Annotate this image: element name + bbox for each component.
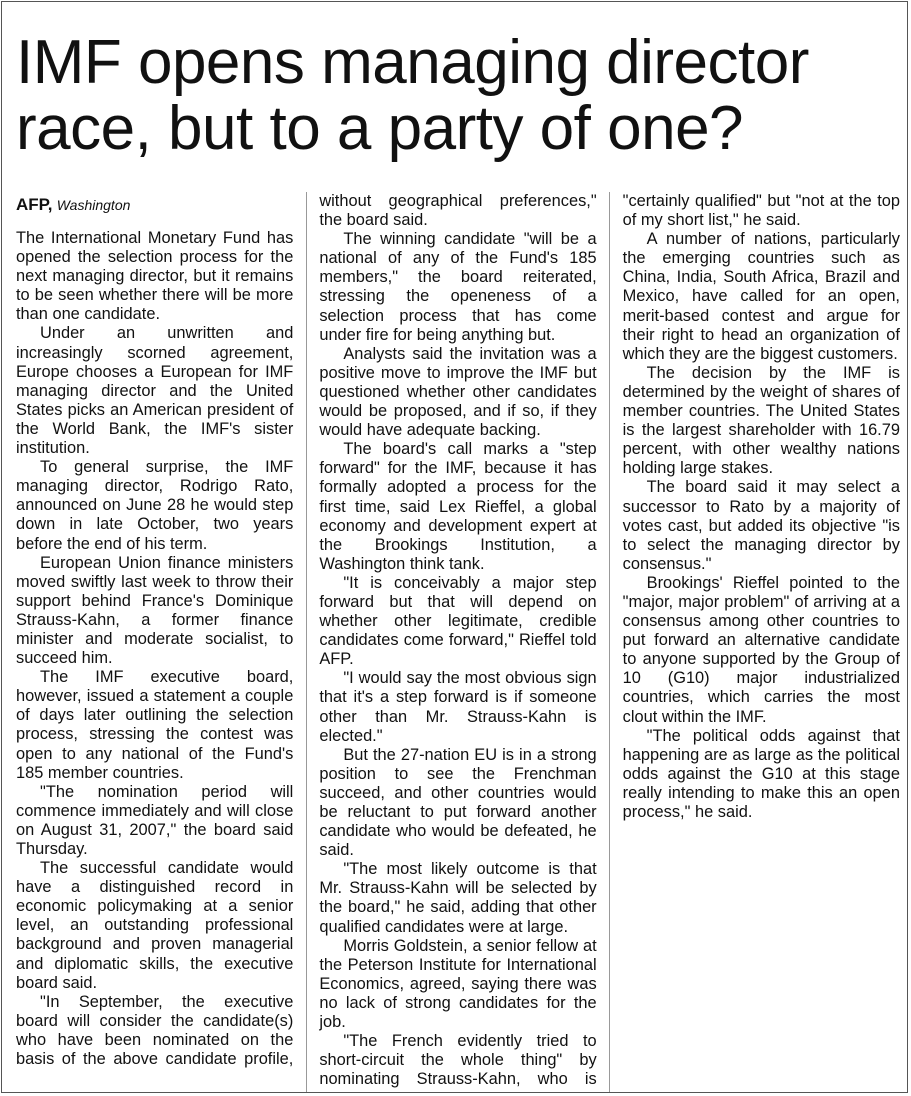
paragraph: Analysts said the invitation was a positive move to improve the IMF but questioned whether other candidates would be proposed, and if so, if they would have adequate backing. (319, 344, 597, 440)
paragraph: A number of nations, particularly the emerging countries such as China, India, South Africa, Brazil and Mexico, have called for an open, merit-based contest and argue for their right to head an organization of which they are the biggest customers. (622, 230, 900, 363)
paragraph: "The French evidently tried to short-circuit the whole thing" by nominating Strauss-Kahn, who is "certainly qualified" but "not at the top of my short list," he said. (319, 192, 900, 1089)
paragraph: "It is conceivably a major step forward but that will depend on whether other legitimate, credible candidates come forward," Rieffel told AFP. (319, 573, 597, 669)
paragraph: The IMF executive board, however, issued a statement a couple of days later outlining the selection process, stressing the contest was open to any national of the Fund's 185 member countries. (16, 668, 294, 782)
byline-agency: AFP, (16, 195, 53, 214)
headline: IMF opens managing director race, but to a party of one? (16, 28, 809, 163)
paragraph: "The most likely outcome is that Mr. Strauss-Kahn will be selected by the board," he said, adding that other qualified candidates were at large. (319, 860, 597, 936)
paragraph: The decision by the IMF is determined by the weight of shares of member countries. The United States is the largest shareholder with 16.79 percent, with other wealthy nations holding large stakes. (622, 363, 900, 478)
paragraph: Brookings' Rieffel pointed to the "major, major problem" of arriving at a consensus among other countries to put forward an alternative candidate to anyone supported by the Group of 10 (G10) major industrialized countries, which carries the most clout within the IMF. (622, 573, 900, 726)
byline-dateline: Washington (56, 197, 131, 213)
paragraph: The winning candidate "will be a national of any of the Fund's 185 members," the board reiterated, stressing the openeness of a selection process that has come under fire for being anything but. (319, 230, 597, 344)
paragraph: Under an unwritten and increasingly scorned agreement, Europe chooses a European for IMF managing director and the United States picks an American president of the World Bank, the IMF's sister institution. (16, 324, 294, 458)
paragraph: To general surprise, the IMF managing director, Rodrigo Rato, announced on June 28 he would step down in late October, two years before the end of his term. (16, 458, 294, 553)
paragraph: "I would say the most obvious sign that it's a step forward is if someone other than Mr. Strauss-Kahn is elected." (319, 669, 597, 745)
paragraph: European Union finance ministers moved swiftly last week to throw their support behind France's Dominique Strauss-Kahn, a former finance minister and moderate socialist, to succeed him. (16, 553, 294, 668)
paragraph: The board said it may select a successor to Rato by a majority of votes cast, but added its objective "is to select the managing director by consensus." (622, 478, 900, 573)
paragraph: "In September, the executive board will consider the candidate(s) who have been nominated on the basis of the above candidate profile, without geographical preferences," the board said. (16, 192, 597, 1069)
paragraph: The International Monetary Fund has opened the selection process for the next managing director, but it remains to be seen whether there will be more than one candidate. (16, 229, 294, 324)
byline (16, 196, 293, 215)
article-body (16, 192, 900, 1092)
paragraph: "The nomination period will commence immediately and will close on August 31, 2007," the board said Thursday. (16, 782, 294, 858)
paragraph: "The political odds against that happening are as large as the political odds against the G10 at this stage really intending to make this an open process," he said. (622, 726, 900, 821)
paragraph: The successful candidate would have a distinguished record in economic policymaking at a senior level, an outstanding professional background and proven managerial and diplomatic skills, the executive board said. (16, 859, 294, 992)
paragraph: The board's call marks a "step forward" for the IMF, because it has formally adopted a process for the first time, said Lex Rieffel, a global economy and development expert at the Brookings Institution, a Washington think tank. (319, 440, 597, 573)
paragraph: But the 27-nation EU is in a strong position to see the Frenchman succeed, and other countries would be reluctant to put forward another candidate who would be defeated, he said. (319, 745, 597, 860)
paragraph: Morris Goldstein, a senior fellow at the Peterson Institute for International Economics, agreed, saying there was no lack of strong candidates for the job. (319, 936, 597, 1032)
